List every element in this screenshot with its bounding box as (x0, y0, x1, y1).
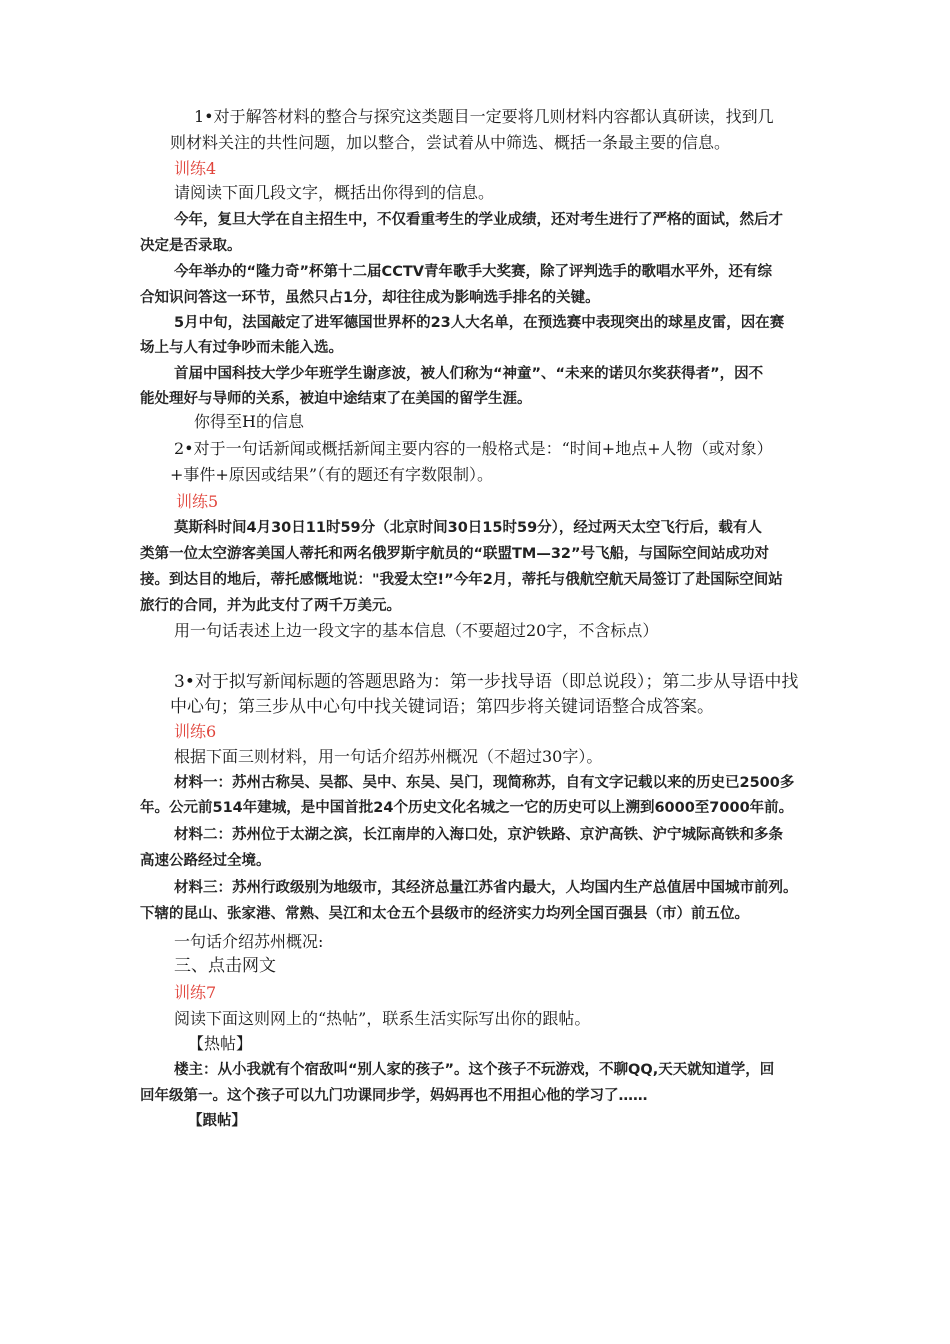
para-2-line-2: 合知识问答这一环节，虽然只占1分，却往往成为影响选手排名的关键。 (140, 290, 600, 306)
exercise-4-label: 训练4 (174, 159, 217, 178)
suzhou-answer-prompt: 一句话介绍苏州概况: (174, 932, 324, 951)
material-1-line-2: 年。公元前514年建城，是中国首批24个历史文化名城之一它的历史可以上溯到6000至7000年前。 (140, 800, 794, 816)
material-3-line-2: 下辖的昆山、张家港、常熟、吴江和太仓五个县级市的经济实力均列全国百强县（市）前五位。 (140, 906, 749, 922)
para-4-line-2: 能处理好与导师的关系，被迫中途结束了在美国的留学生涯。 (140, 391, 532, 407)
post-line-1: 楼主：从小我就有个宿敌叫“别人家的孩子”。这个孩子不玩游戏，不聊QQ,天天就知道学，回 (174, 1062, 775, 1078)
news-line-4: 旅行的合同，并为此支付了两千万美元。 (140, 598, 401, 614)
exercise-7-label: 训练7 (174, 983, 217, 1002)
para-4-line-1: 首届中国科技大学少年班学生谢彦波，被人们称为“神童”、“未来的诺贝尔奖获得者”，因不 (174, 366, 764, 382)
point-2-line-2: +事件+原因或结果”（有的题还有字数限制）。 (170, 465, 493, 484)
point-1-line-1: 1•对于解答材料的整合与探究这类题目一定要将几则材料内容都认真研读，找到几 (194, 107, 774, 126)
material-1-line-1: 材料一：苏州古称吴、吴都、吴中、东吴、吴门，现简称苏，自有文字记载以来的历史已2500多 (174, 775, 795, 791)
point-1-line-2: 则材料关注的共性问题，加以整合，尝试着从中筛选、概括一条最主要的信息。 (170, 133, 731, 152)
point-3-line-2: 中心句；第三步从中心句中找关键词语；第四步将关键词语整合成答案。 (170, 697, 714, 717)
exercise-4-prompt: 请阅读下面几段文字，概括出你得到的信息。 (174, 183, 495, 202)
reply-label: 【跟帖】 (188, 1113, 246, 1129)
material-3-line-1: 材料三：苏州行政级别为地级市，其经济总量江苏省内最大，人均国内生产总值居中国城市前列。 (174, 880, 798, 896)
point-3-line-1: 3•对于拟写新闻标题的答题思路为：第一步找导语（即总说段）；第二步从导语中找 (174, 672, 799, 692)
news-line-3: 接。到达目的地后，蒂托感慨地说："我爱太空!”今年2月，蒂托与俄航空航天局签订了赴国际空间站 (140, 572, 783, 588)
exercise-6-prompt: 根据下面三则材料，用一句话介绍苏州概况（不超过30字）。 (174, 747, 603, 766)
material-2-line-2: 高速公路经过全境。 (140, 853, 271, 869)
para-1-line-2: 决定是否录取。 (140, 238, 242, 254)
exercise-5-label: 训练5 (176, 492, 219, 511)
hot-post-label: 【热帖】 (188, 1034, 253, 1053)
news-line-2: 类第一位太空游客美国人蒂托和两名俄罗斯宇航员的“联盟TM—32”号飞船，与国际空间站成功对 (140, 546, 770, 562)
para-3-line-2: 场上与人有过争吵而未能入选。 (140, 340, 343, 356)
exercise-5-question: 用一句话表述上边一段文字的基本信息（不要超过20字，不含标点） (174, 621, 659, 640)
para-2-line-1: 今年举办的“隆力奇”杯第十二届CCTV青年歌手大奖赛，除了评判选手的歌唱水平外，还有综 (174, 264, 772, 280)
exercise-6-label: 训练6 (174, 722, 217, 741)
section-heading: 三、点击网文 (174, 956, 276, 976)
point-2-line-1: 2•对于一句话新闻或概括新闻主要内容的一般格式是：“时间+地点+人物（或对象） (174, 439, 773, 458)
news-line-1: 莫斯科时间4月30日11时59分（北京时间30日15时59分），经过两天太空飞行后，载有人 (174, 520, 762, 536)
post-line-2: 回年级第一。这个孩子可以九门功课同步学，妈妈再也不用担心他的学习了…… (140, 1088, 648, 1104)
exercise-7-prompt: 阅读下面这则网上的“热帖”，联系生活实际写出你的跟帖。 (174, 1009, 591, 1028)
material-2-line-1: 材料二：苏州位于太湖之滨，长江南岸的入海口处，京沪铁路、京沪高铁、沪宁城际高铁和多条 (174, 827, 783, 843)
para-1-line-1: 今年，复旦大学在自主招生中，不仅看重考生的学业成绩，还对考生进行了严格的面试，然后才 (174, 212, 783, 228)
info-answer-prompt: 你得至H的信息 (194, 412, 304, 431)
para-3-line-1: 5月中旬，法国敲定了进军德国世界杯的23人大名单，在预选赛中表现突出的球星皮雷，因在赛 (174, 315, 785, 331)
